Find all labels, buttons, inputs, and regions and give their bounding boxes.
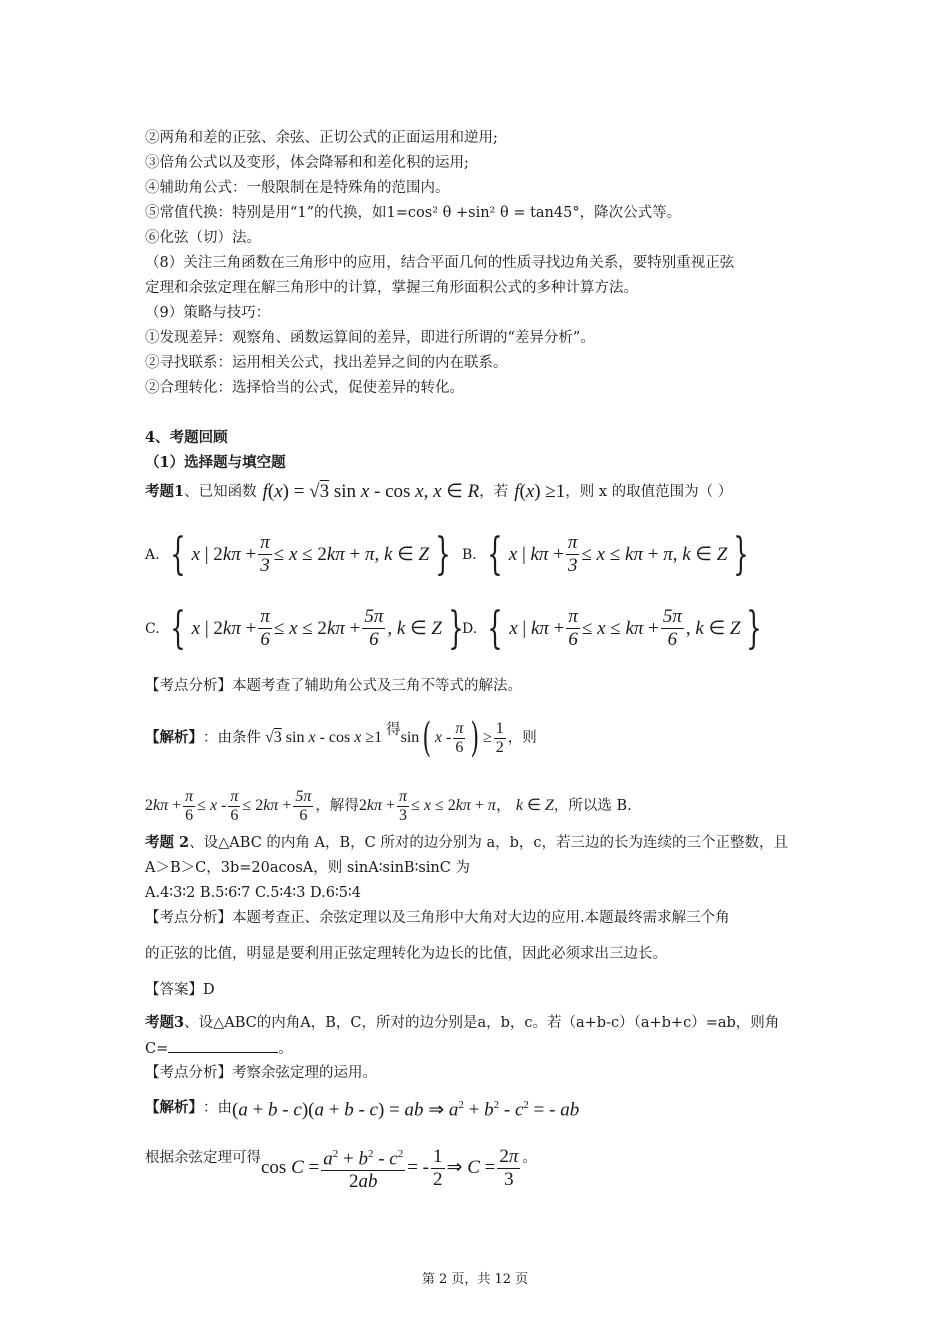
text-line: 定理和余弦定理在解三角形中的计算，掌握三角形面积公式的多种计算方法。 (145, 280, 638, 296)
question-text: 、已知函数 (184, 484, 257, 500)
solution-final: 根据余弦定理可得 cos C = $\frac{a^2 + b^2 - c^2}{2ab}$ = - $\frac{1}{2}$ ⇒ C = $\frac{2\pi}{3}$ 。 (145, 1140, 537, 1196)
text-line: （9）策略与技巧： (145, 305, 271, 321)
question-2: 考题 2、设△ABC 的内角 A，B，C 所对的边分别为 a，b，c，若三边的长为连续的三个正整数，且 (145, 834, 788, 851)
text-line: ④辅助角公式：一般限制在是特殊角的范围内。 (145, 180, 450, 196)
question-label: 考题1 (145, 483, 185, 500)
solution: 【解析】 ：由条件 √3 sin x - cos x ≥1 得 sin ( x - $\frac{\pi}{6}$ ) ≥ $\frac{1}{2}$ ，则 (145, 715, 537, 761)
answer-options: A.4∶3∶2 B.5∶6∶7 C.5∶4∶3 D.6∶5∶4 (145, 885, 361, 901)
section-title: 4、考题回顾 (145, 429, 228, 446)
analysis: 【考点分析】本题考查正、余弦定理以及三角形中大角对大边的应用.本题最终需求解三个角 (145, 910, 730, 926)
question-text: ，则 x 的取值范围为（ ） (565, 484, 733, 500)
question-3: 考题3、设△ABC的内角A，B，C，所对的边分别是a，b，c。若（a+b-c）（a+b+c）=ab，则角 (145, 1014, 780, 1031)
option-label: D. (462, 620, 478, 637)
text-line: ③倍角公式以及变形，体会降幂和和差化积的运用; (145, 155, 469, 171)
answer-blank[interactable] (168, 1038, 278, 1053)
analysis: 【考点分析】考察余弦定理的运用。 (145, 1065, 377, 1081)
function-formula: f (262, 481, 268, 502)
question-label: 考题3 (145, 1014, 185, 1031)
solution-step: 2kπ + $\frac{\pi}{6}$ ≤ x - $\frac{\pi}{6}$ ≤ 2kπ + $\frac{5\pi}{6}$ ，解得 2kπ + $\frac{\pi}{3}$ ≤ x ≤ 2kπ + π， k ∈ Z ，所以选 B. (145, 787, 632, 824)
option-d[interactable]: D. { x | kπ + $\frac{\pi}{6}$ ≤ x ≤ kπ + $\frac{5\pi}{6}$ , k ∈ Z } (462, 602, 763, 654)
section-subtitle: （1）选择题与填空题 (145, 454, 286, 471)
page-footer: 第 2 页，共 12 页 (421, 1272, 529, 1287)
option-b[interactable]: B. { x | kπ + $\frac{\pi}{3}$ ≤ x ≤ kπ + π , k ∈ Z } (462, 528, 749, 580)
text-line: ⑤常值代换：特别是用“1”的代换，如1=cos² θ +sin² θ = tan45°，降次公式等。 (145, 205, 682, 221)
option-label: C. (145, 620, 160, 637)
text-line: ⑥化弦（切）法。 (145, 230, 261, 246)
option-label: B. (462, 546, 477, 563)
solution: 【解析】 ：由 (a + b - c)(a + b - c) = ab ⇒ $a^2 + b^2 - c^2$ = - ab (145, 1099, 580, 1121)
text-line: A＞B＞C，3b=20acosA，则 sinA∶sinB∶sinC 为 (145, 860, 470, 876)
analysis: 【考点分析】本题考查了辅助角公式及三角不等式的解法。 (145, 678, 522, 694)
text-line: （8）关注三角函数在三角形中的应用，结合平面几何的性质寻找边角关系，要特别重视正弦 (145, 255, 735, 271)
text-line: ①发现差异：观察角、函数运算间的差异，即进行所谓的“差异分析”。 (145, 330, 595, 346)
answer: 【答案】D (145, 982, 215, 998)
option-label: A. (145, 546, 160, 563)
fill-blank: C= 。 (145, 1038, 293, 1059)
text-line: ②合理转化：选择恰当的公式，促使差异的转化。 (145, 380, 464, 396)
option-a[interactable]: A. { x | 2 kπ + $\frac{\pi}{3}$ ≤ x ≤ 2 kπ + π , k ∈ Z } (145, 528, 451, 580)
text-line: ②寻找联系：运用相关公式，找出差异之间的内在联系。 (145, 355, 508, 371)
question-label: 考题 2 (145, 834, 190, 851)
text-line: ②两角和差的正弦、余弦、正切公式的正面运用和逆用; (145, 130, 498, 146)
condition-formula: f (514, 481, 520, 502)
analysis: 的正弦的比值，明显是要利用正弦定理转化为边长的比值，因此必须求出三边长。 (145, 946, 667, 962)
question-text: ，若 (479, 484, 509, 500)
solution-label: 【解析】 (145, 1099, 203, 1116)
question-1: 考题1 、已知函数 f ( x ) = √3 sin x - cos x , x ∈ R ，若 f ( x ) ≥1 ，则 x 的取值范围为（ ） (145, 478, 732, 506)
solution-label: 【解析】 (145, 729, 203, 746)
option-c[interactable]: C. { x | 2 kπ + $\frac{\pi}{6}$ ≤ x ≤ 2 kπ + $\frac{5\pi}{6}$ , k ∈ Z } (145, 602, 464, 654)
